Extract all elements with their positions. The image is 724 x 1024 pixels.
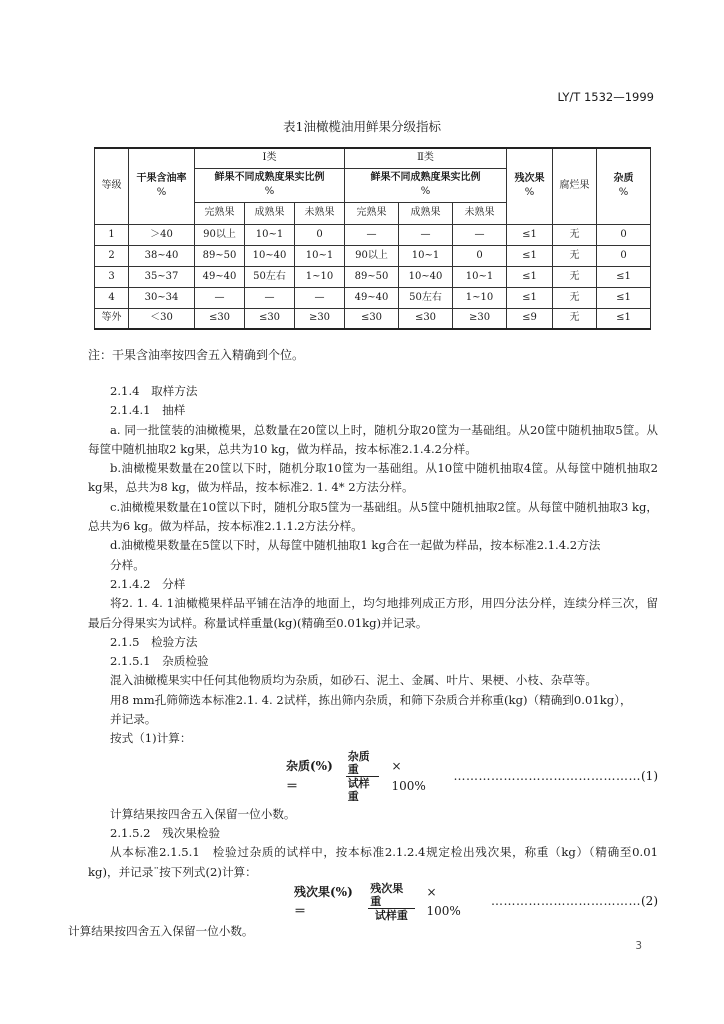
table-cell: 无 bbox=[553, 287, 597, 308]
table-cell: 89~50 bbox=[345, 266, 399, 287]
table-cell: 1~10 bbox=[453, 287, 507, 308]
table-row bbox=[95, 224, 651, 245]
table-cell: ≤9 bbox=[507, 308, 553, 329]
table-cell: 无 bbox=[553, 266, 597, 287]
paragraph: 从本标准2.1.5.1 检验过杂质的试样中，按本标准2.1.2.4规定检出残次果，称重（kg）（精确至0.01 kg)，并记录¨按下列式(2)计算： bbox=[88, 845, 658, 879]
table-cell: 0 bbox=[295, 224, 345, 245]
table-cell: 50左右 bbox=[245, 266, 295, 287]
table-cell: ≤30 bbox=[345, 308, 399, 329]
section-heading: 2.1.4.1 抽样 bbox=[110, 403, 186, 418]
table-cell: 无 bbox=[553, 224, 597, 245]
table-row bbox=[95, 308, 651, 329]
standard-number: LY/T 1532—1999 bbox=[557, 90, 654, 104]
header-grade: 等级 bbox=[95, 148, 129, 224]
table-cell: ≤30 bbox=[195, 308, 245, 329]
table-cell: ≤1 bbox=[507, 224, 553, 245]
section-heading: 2.1.5.2 残次果检验 bbox=[110, 825, 221, 840]
table-cell: 49~40 bbox=[345, 287, 399, 308]
header-full-1: 完熟果 bbox=[195, 202, 245, 224]
table-cell: 10~1 bbox=[399, 245, 453, 266]
table-cell: 49~40 bbox=[195, 266, 245, 287]
table-cell: 2 bbox=[95, 245, 129, 266]
table-cell: 50左右 bbox=[399, 287, 453, 308]
paragraph: 并记录。 bbox=[110, 712, 157, 727]
section-heading: 2.1.5 检验方法 bbox=[110, 634, 198, 649]
body-text bbox=[68, 382, 658, 941]
table-cell: 10~1 bbox=[295, 245, 345, 266]
table-cell: 30~34 bbox=[129, 287, 195, 308]
formula-lhs: 残次果(%)＝ bbox=[294, 884, 353, 918]
paragraph: 计算结果按四舍五入保留一位小数。 bbox=[110, 806, 296, 821]
table-cell: 1~10 bbox=[295, 266, 345, 287]
paragraph: 分样。 bbox=[110, 557, 145, 572]
table-cell: 10~40 bbox=[245, 245, 295, 266]
header-ripe-2: 成熟果 bbox=[399, 202, 453, 224]
table-cell: ≤1 bbox=[507, 287, 553, 308]
table-cell: ≤30 bbox=[399, 308, 453, 329]
table-cell: 90以上 bbox=[345, 245, 399, 266]
table-cell: 等外 bbox=[95, 308, 129, 329]
header-class-2: Ⅱ类 bbox=[345, 148, 507, 168]
header-unripe-2: 未熟果 bbox=[453, 202, 507, 224]
formula-fraction bbox=[368, 882, 414, 922]
fraction-numerator: 杂质重 bbox=[346, 750, 380, 777]
paragraph: b.油橄榄果数量在20筐以下时，随机分取10筐为一基础组。从10筐中随机抽取4筐。从每筐中随机抽取2 kg果，总共为8 kg，做为样品，按本标准2. 1. 4* 2方法分样。 bbox=[88, 461, 658, 495]
paragraph: c.油橄榄果数量在10筐以下时，随机分取5筐为一基础组。从5筐中随机抽取2筐。从每筐中随机抽取3 kg，总共为6 kg。做为样品，按本标准2.1.1.2方法分样。 bbox=[88, 499, 658, 534]
table-cell: 无 bbox=[553, 308, 597, 329]
table-cell: 90以上 bbox=[195, 224, 245, 245]
table-cell: 38~40 bbox=[129, 245, 195, 266]
table-cell: 35~37 bbox=[129, 266, 195, 287]
paragraph: 按式（1)计算： bbox=[110, 731, 192, 746]
table-cell: 10~1 bbox=[245, 224, 295, 245]
header-ratio-2: 鲜果不同成熟度果实比例 % bbox=[345, 168, 507, 202]
table-cell: 3 bbox=[95, 266, 129, 287]
table-cell: ≥30 bbox=[453, 308, 507, 329]
table-row bbox=[95, 287, 651, 308]
header-full-2: 完熟果 bbox=[345, 202, 399, 224]
header-rotten: 腐烂果 bbox=[553, 148, 597, 224]
table-cell: ≤1 bbox=[597, 287, 651, 308]
table-cell: ≤1 bbox=[597, 266, 651, 287]
table-cell: — bbox=[195, 287, 245, 308]
paragraph: 用8 mm孔筛筛选本标准2.1. 4. 2试样，拣出筛内杂质，和筛下杂质合并称重(kg)（精确到0.01kg）， bbox=[110, 692, 632, 707]
table-cell: — bbox=[399, 224, 453, 245]
table-cell: ≤1 bbox=[597, 308, 651, 329]
table-cell: ≥30 bbox=[295, 308, 345, 329]
table-cell: 1 bbox=[95, 224, 129, 245]
formula-multiplier: × 100% bbox=[426, 884, 461, 918]
table-cell: 无 bbox=[553, 245, 597, 266]
table-cell: 0 bbox=[597, 224, 651, 245]
table-row bbox=[95, 245, 651, 266]
formula-number: (1) bbox=[641, 768, 658, 783]
table-row bbox=[95, 266, 651, 287]
formula-leader: ……………………………………… bbox=[453, 768, 641, 783]
formula-number: (2) bbox=[641, 894, 658, 909]
table-cell: — bbox=[245, 287, 295, 308]
table-cell: 10~40 bbox=[399, 266, 453, 287]
header-residual: 残次果 % bbox=[507, 148, 553, 224]
grading-table bbox=[94, 147, 651, 330]
table-cell: — bbox=[453, 224, 507, 245]
header-unripe-1: 未熟果 bbox=[295, 202, 345, 224]
table-cell: 0 bbox=[453, 245, 507, 266]
table-cell: 0 bbox=[597, 245, 651, 266]
formula-lhs: 杂质(%)＝ bbox=[286, 759, 333, 793]
header-ripe-1: 成熟果 bbox=[245, 202, 295, 224]
paragraph: 将2. 1. 4. 1油橄榄果样品平铺在洁净的地面上，均匀地排列成正方形，用四分法分样，连续分样三次，留最后分得果实为试样。称量试样重量(kg)(精确至0.01kg)并记录。 bbox=[88, 596, 658, 630]
table-cell: 10~1 bbox=[453, 266, 507, 287]
table-cell: — bbox=[345, 224, 399, 245]
table-note: 注：干果含油率按四舍五入精确到个位。 bbox=[88, 348, 305, 362]
section-heading: 2.1.4.2 分样 bbox=[110, 576, 186, 591]
header-oil-content: 干果含油率 % bbox=[129, 148, 195, 224]
table-cell: ≤1 bbox=[507, 245, 553, 266]
paragraph: 计算结果按四舍五入保留一位小数。 bbox=[68, 923, 254, 938]
table-cell: 4 bbox=[95, 287, 129, 308]
paragraph: 混入油橄榄果实中任何其他物质均为杂质，如砂石、泥土、金属、叶片、果梗、小枝、杂草等。 bbox=[110, 673, 597, 688]
table-cell: ＜30 bbox=[129, 308, 195, 329]
table-cell: — bbox=[295, 287, 345, 308]
table-cell: ≤30 bbox=[245, 308, 295, 329]
table-cell: ＞40 bbox=[129, 224, 195, 245]
section-heading: 2.1.5.1 杂质检验 bbox=[110, 654, 209, 669]
formula-1 bbox=[88, 749, 658, 805]
fraction-denominator: 试样重 bbox=[347, 777, 370, 804]
header-impurity: 杂质 % bbox=[597, 148, 651, 224]
fraction-numerator: 残次果重 bbox=[368, 882, 414, 909]
formula-leader: ……………………………… bbox=[491, 894, 641, 909]
page-number: 3 bbox=[635, 940, 642, 952]
table-title: 表1油橄榄油用鲜果分级指标 bbox=[283, 119, 441, 134]
paragraph: d.油橄榄果数量在5筐以下时，从每筐中随机抽取1 kg合在一起做为样品，按本标准2.1.4.2方法 bbox=[110, 538, 601, 553]
fraction-denominator: 试样重 bbox=[374, 908, 408, 922]
paragraph: a. 同一批筐装的油橄榄果，总数量在20筐以上时，随机分取20筐为一基础组。从20筐中随机抽取5筐。从每筐中随机抽取2 kg果，总共为10 kg，做为样品，按本标准2.1.4.2分样。 bbox=[88, 422, 658, 456]
section-heading: 2.1.4 取样方法 bbox=[110, 384, 198, 398]
formula-2 bbox=[88, 882, 658, 922]
table-cell: ≤1 bbox=[507, 266, 553, 287]
formula-fraction bbox=[346, 750, 380, 803]
formula-multiplier: × 100% bbox=[391, 759, 426, 793]
header-ratio-1: 鲜果不同成熟度果实比例 % bbox=[195, 168, 345, 202]
header-class-1: Ⅰ类 bbox=[195, 148, 345, 168]
table-cell: 89~50 bbox=[195, 245, 245, 266]
